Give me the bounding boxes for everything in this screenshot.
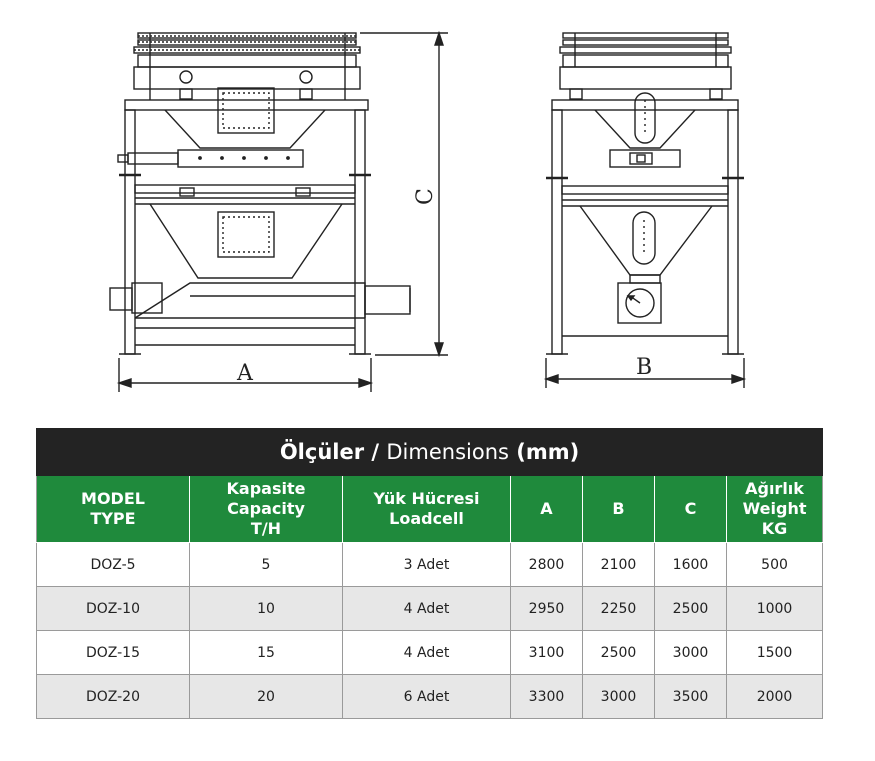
table-cell-dim-a: 3100 (511, 631, 583, 675)
table-cell-dim-b: 2500 (583, 631, 655, 675)
table-cell-dim-a: 3300 (511, 675, 583, 719)
column-header-loadcell: Yük Hücresi Loadcell (343, 476, 511, 543)
table-row (37, 631, 823, 675)
table-cell-dim-c: 3500 (655, 675, 727, 719)
table-cell-loadcell: 6 Adet (343, 675, 511, 719)
table-cell-loadcell: 4 Adet (343, 587, 511, 631)
table-cell-model-type: DOZ-15 (37, 631, 190, 675)
table-cell-dim-b: 2250 (583, 587, 655, 631)
title-bold: Ölçüler / (279, 440, 380, 464)
table-cell-weight: 1500 (727, 631, 823, 675)
table-title (37, 429, 823, 476)
column-header-dim-c: C (655, 476, 727, 543)
header-row (37, 476, 823, 543)
table-row (37, 675, 823, 719)
table-cell-loadcell: 4 Adet (343, 631, 511, 675)
table-cell-capacity: 5 (190, 543, 343, 587)
dimension-a-label: A (237, 361, 253, 386)
table-cell-dim-c: 1600 (655, 543, 727, 587)
table-row (37, 543, 823, 587)
table-cell-dim-b: 3000 (583, 675, 655, 719)
table-cell-model-type: DOZ-20 (37, 675, 190, 719)
table-cell-capacity: 20 (190, 675, 343, 719)
dimension-c-label: C (413, 188, 438, 205)
table-cell-dim-c: 3000 (655, 631, 727, 675)
table-row (37, 587, 823, 631)
column-header-weight: Ağırlık Weight KG (727, 476, 823, 543)
table-cell-weight: 2000 (727, 675, 823, 719)
table-cell-capacity: 15 (190, 631, 343, 675)
table-cell-dim-a: 2950 (511, 587, 583, 631)
table-body (37, 543, 823, 719)
front-view (110, 33, 448, 392)
table-cell-dim-b: 2100 (583, 543, 655, 587)
table-cell-model-type: DOZ-5 (37, 543, 190, 587)
column-header-dim-a: A (511, 476, 583, 543)
dimension-b-label: B (636, 355, 653, 380)
title-light: Dimensions (386, 440, 509, 464)
table-cell-weight: 500 (727, 543, 823, 587)
table-cell-capacity: 10 (190, 587, 343, 631)
table-cell-dim-c: 2500 (655, 587, 727, 631)
title-unit: (mm) (516, 440, 580, 464)
column-header-model-type: MODEL TYPE (37, 476, 190, 543)
table-cell-dim-a: 2800 (511, 543, 583, 587)
table-cell-model-type: DOZ-10 (37, 587, 190, 631)
side-view (546, 33, 744, 388)
column-header-capacity: Kapasite Capacity T/H (190, 476, 343, 543)
column-header-dim-b: B (583, 476, 655, 543)
dimensions-table (36, 428, 823, 719)
table-cell-loadcell: 3 Adet (343, 543, 511, 587)
table-cell-weight: 1000 (727, 587, 823, 631)
